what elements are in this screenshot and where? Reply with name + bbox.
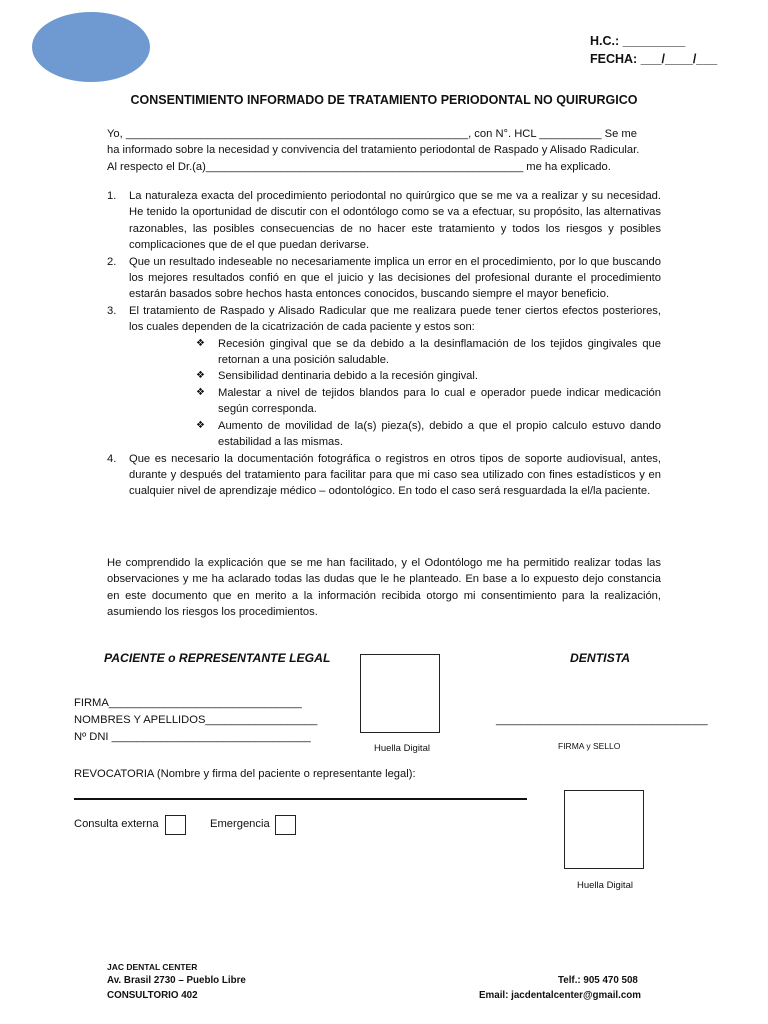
page-title: CONSENTIMIENTO INFORMADO DE TRATAMIENTO PERIODONTAL NO QUIRURGICO: [130, 93, 638, 107]
list-item-number: 4.: [107, 452, 117, 465]
emergencia-label: Emergencia: [210, 818, 270, 830]
closing-paragraph: He comprendido la explicación que se me han facilitado, y el Odontólogo me ha permitido realizar todas las observaciones y me ha aclarado todas las dudas que le he planteado. En base a lo expuesto dejo constancia en este documento que en merito a la información recibida otorgo mi consentimiento para la realización, asumiendo los riesgos los procedimientos.: [107, 557, 661, 619]
footer-address: Av. Brasil 2730 – Pueblo Libre: [107, 975, 246, 986]
list-item-text: Que es necesario la documentación fotográfica o registros en otros tipos de soporte audiovisual, antes, durante y después del tratamiento para facilitar para que mi caso sea utilizado con fines estadísticos y en cualquier nivel de aprendizaje médico – odontológico. En todo el caso será resguardada la el/la paciente.: [129, 452, 661, 498]
list-item-number: 3.: [107, 304, 117, 317]
revocation-fingerprint-box[interactable]: [564, 790, 644, 869]
intro-line-3[interactable]: Al respecto el Dr.(a)___________________________________________________ me ha explicado.: [107, 160, 611, 173]
footer-phone: Telf.: 905 470 508: [558, 975, 638, 986]
footer-company: JAC DENTAL CENTER: [107, 962, 198, 972]
firma-field[interactable]: FIRMA_______________________________: [74, 697, 302, 709]
fingerprint-box[interactable]: [360, 654, 440, 733]
intro-line-2: ha informado sobre la necesidad y convivencia del tratamiento periodontal de Raspado y Alisado Radicular.: [107, 144, 640, 157]
hc-field[interactable]: H.C.: _________: [590, 34, 686, 48]
footer-email[interactable]: Email: jacdentalcenter@gmail.com: [479, 990, 642, 1001]
sublist-item-text: Recesión gingival que se da debido a la desinflamación de los tejidos gingivales que retornan a una posición saludable.: [218, 337, 661, 367]
sublist-item: [196, 336, 661, 369]
effects-sublist: [129, 336, 661, 451]
footer-office: CONSULTORIO 402: [107, 990, 198, 1001]
sublist-item: [196, 368, 661, 384]
dentist-signature-line[interactable]: __________________________________: [496, 714, 708, 726]
sublist-item: [196, 418, 661, 451]
revocatoria-label: REVOCATORIA (Nombre y firma del paciente o representante legal):: [74, 768, 416, 780]
list-item-number: 2.: [107, 255, 117, 268]
patient-heading: PACIENTE o REPRESENTANTE LEGAL: [104, 651, 331, 665]
logo-oval: [32, 12, 150, 82]
consent-list: [107, 188, 661, 500]
emergencia-checkbox[interactable]: [275, 815, 296, 835]
diamond-bullet-icon: ❖: [196, 419, 205, 431]
sublist-item: [196, 385, 661, 418]
list-item-number: 1.: [107, 190, 117, 202]
fingerprint-label: Huella Digital: [374, 743, 430, 754]
sublist-item-text: Aumento de movilidad de la(s) pieza(s), debido a que el propio calculo estuvo dando estabilidad a las mismas.: [218, 419, 661, 449]
diamond-bullet-icon: ❖: [196, 370, 205, 382]
dentist-heading: DENTISTA: [570, 651, 631, 665]
revocatoria-signature-line[interactable]: [74, 798, 527, 800]
list-item: [107, 303, 661, 451]
dentist-signature-label: FIRMA y SELLO: [558, 741, 621, 751]
intro-paragraph: [107, 126, 661, 175]
list-item: [107, 451, 661, 500]
nombres-field[interactable]: NOMBRES Y APELLIDOS__________________: [74, 714, 318, 726]
consulta-externa-checkbox[interactable]: [165, 815, 186, 835]
list-item: [107, 188, 661, 254]
diamond-bullet-icon: ❖: [196, 386, 205, 398]
consulta-externa-label: Consulta externa: [74, 818, 159, 830]
sublist-item-text: Malestar a nivel de tejidos blandos para lo cual e operador puede indicar medicación según corresponda.: [218, 386, 661, 416]
list-item-text: La naturaleza exacta del procedimiento periodontal no quirúrgico que se me va a realizar y su necesidad. He tenido la oportunidad de discutir con el odontólogo como se va a efectuar, su propósito, las alternativas razonables, las posibles consecuencias de no hacer este tratamiento y todos los riesgos y posibles complicaciones que de el que puedan derivarse.: [129, 190, 661, 252]
dni-field[interactable]: Nº DNI ________________________________: [74, 731, 311, 743]
list-item-text: Que un resultado indeseable no necesariamente implica un error en el procedimiento, por lo que buscando los mejores resultados confió en que el juicio y las decisiones del profesional durante el procedimiento estarán basados sobre hechos hasta entonces conocidos, buscando siempre el mayor beneficio.: [129, 255, 661, 301]
diamond-bullet-icon: ❖: [196, 337, 205, 349]
revocation-fingerprint-label: Huella Digital: [577, 880, 633, 891]
list-item: [107, 254, 661, 303]
sublist-item-text: Sensibilidad dentinaria debido a la recesión gingival.: [218, 370, 478, 383]
list-item-text: El tratamiento de Raspado y Alisado Radicular que me realizara puede tener ciertos efectos posteriores, los cuales dependen de la cicatrización de cada paciente y estos son:: [129, 304, 661, 334]
fecha-field[interactable]: FECHA: ___/____/___: [590, 52, 718, 66]
intro-line-1[interactable]: Yo, _______________________________________________________, con N°. HCL __________ Se me: [107, 128, 637, 140]
